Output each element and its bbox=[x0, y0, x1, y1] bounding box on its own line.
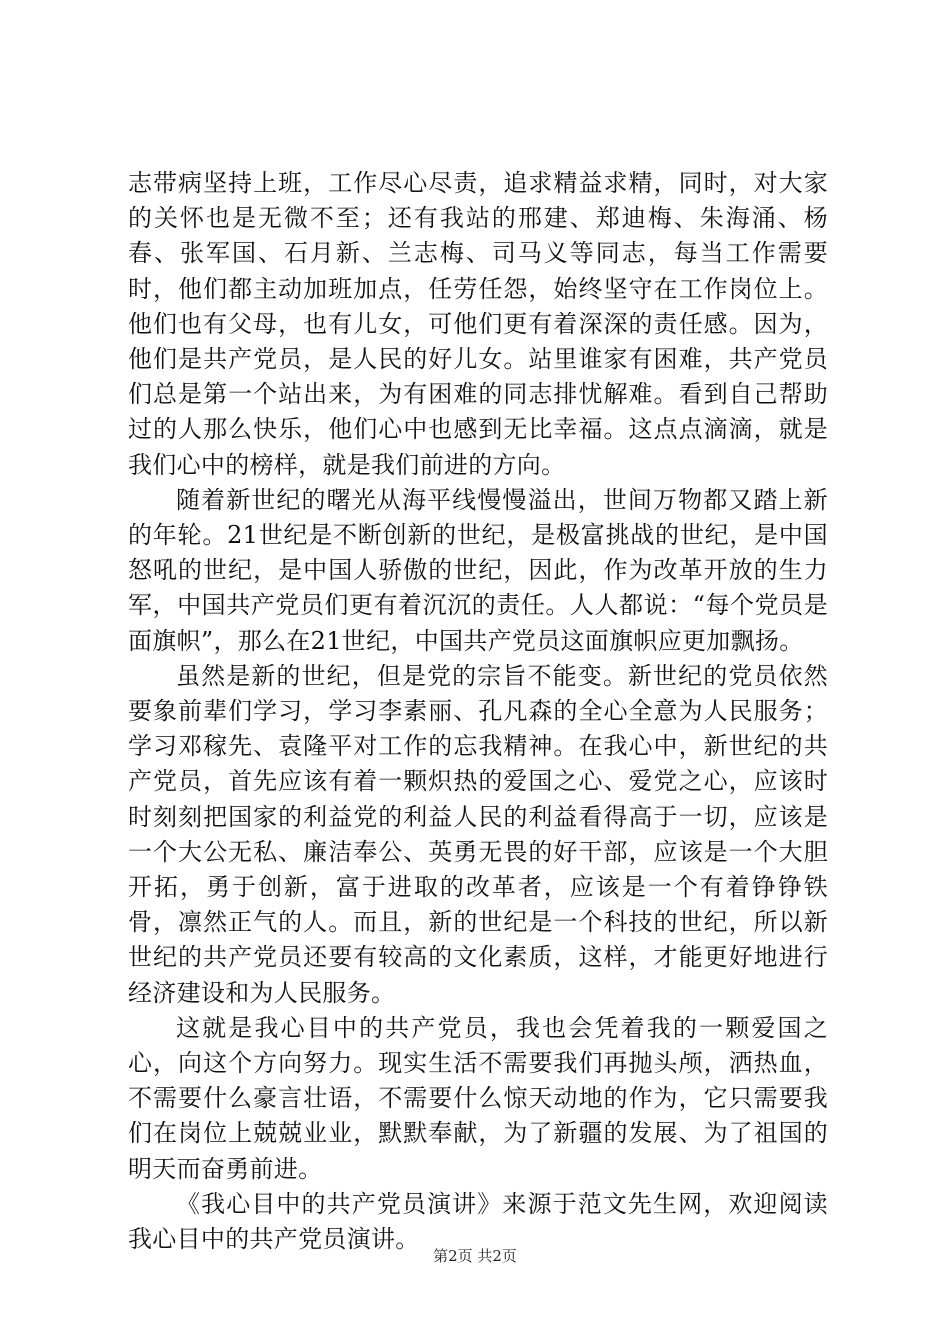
document-body bbox=[128, 166, 828, 1257]
page-number-footer: 第2页 共2页 bbox=[433, 1247, 517, 1265]
paragraph-4: 这就是我心目中的共产党员，我也会凭着我的一颗爱国之心，向这个方向努力。现实生活不需要我们再抛头颅，洒热血，不需要什么豪言壮语，不需要什么惊天动地的作为，它只需要我们在岗位上兢兢业业，默默奉献，为了新疆的发展、为了祖国的明天而奋勇前进。 bbox=[128, 1013, 828, 1183]
paragraph-3: 虽然是新的世纪，但是党的宗旨不能变。新世纪的党员依然要象前辈们学习，学习李素丽、孔凡森的全心全意为人民服务；学习邓稼先、袁隆平对工作的忘我精神。在我心中，新世纪的共产党员，首先应该有着一颗炽热的爱国之心、爱党之心，应该时时刻刻把国家的利益党的利益人民的利益看得高于一切，应该是一个大公无私、廉洁奉公、英勇无畏的好干部，应该是一个大胆开拓，勇于创新，富于进取的改革者，应该是一个有着铮铮铁骨，凛然正气的人。而且，新的世纪是一个科技的世纪，所以新世纪的共产党员还要有较高的文化素质，这样，才能更好地进行经济建设和为人民服务。 bbox=[128, 661, 828, 1007]
paragraph-1: 志带病坚持上班，工作尽心尽责，追求精益求精，同时，对大家的关怀也是无微不至；还有我站的邢建、郑迪梅、朱海涌、杨春、张军国、石月新、兰志梅、司马义等同志，每当工作需要时，他们都主动加班加点，任劳任怨，始终坚守在工作岗位上。他们也有父母，也有儿女，可他们更有着深深的责任感。因为，他们是共产党员，是人民的好儿女。站里谁家有困难，共产党员们总是第一个站出来，为有困难的同志排忧解难。看到自己帮助过的人那么快乐，他们心中也感到无比幸福。这点点滴滴，就是我们心中的榜样，就是我们前进的方向。 bbox=[128, 169, 828, 479]
paragraph-5: 《我心目中的共产党员演讲》来源于范文先生网，欢迎阅读我心目中的共产党员演讲。 bbox=[128, 1189, 828, 1254]
paragraph-2: 随着新世纪的曙光从海平线慢慢溢出，世间万物都又踏上新的年轮。21世纪是不断创新的世纪，是极富挑战的世纪，是中国怒吼的世纪，是中国人骄傲的世纪，因此，作为改革开放的生力军，中国共产党员们更有着沉沉的责任。人人都说：“每个党员是面旗帜”，那么在21世纪，中国共产党员这面旗帜应更加飘扬。 bbox=[128, 485, 828, 655]
